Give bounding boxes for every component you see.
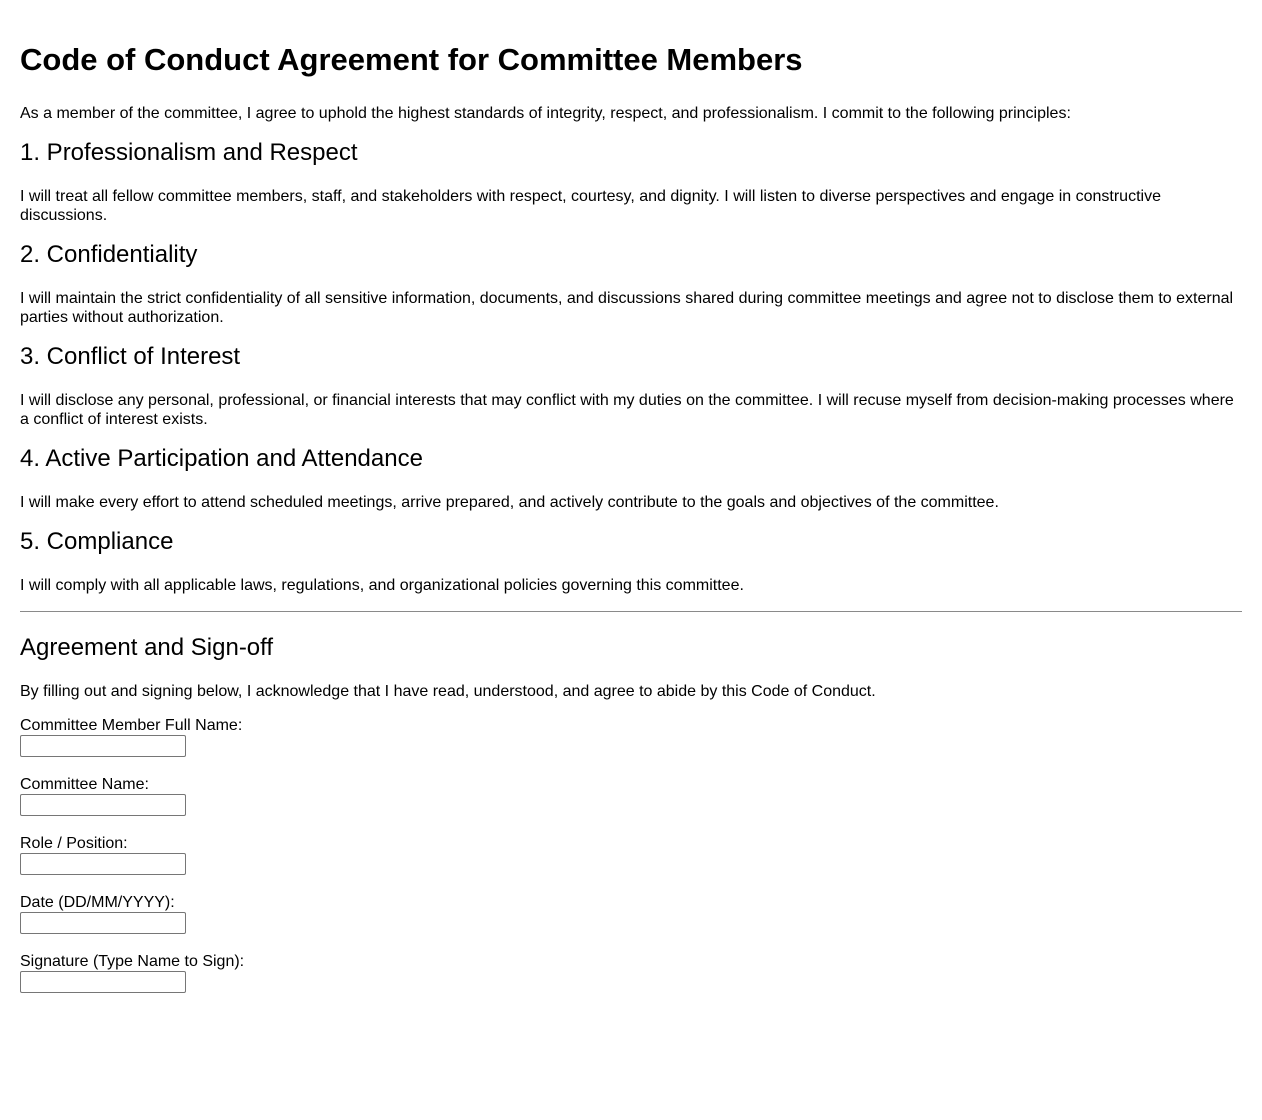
section-heading: 5. Compliance — [20, 528, 174, 555]
committee-name-label: Committee Name: — [20, 776, 149, 793]
role-input[interactable] — [20, 853, 186, 875]
full-name-label: Committee Member Full Name: — [20, 717, 243, 734]
date-input[interactable] — [20, 912, 186, 934]
section-participation — [20, 445, 1242, 512]
signoff-text: By filling out and signing below, I acknowledge that I have read, understood, and agree to abide by this Code of Conduct. — [20, 683, 876, 700]
section-heading: 2. Confidentiality — [20, 241, 198, 268]
date-label: Date (DD/MM/YYYY): — [20, 894, 175, 911]
page-title: Code of Conduct Agreement for Committee Members — [20, 42, 803, 77]
section-text: I will maintain the strict confidentiality of all sensitive information, documents, and discussions shared during committee meetings and agree not to disclose them to external parties without authorization. — [20, 290, 1234, 326]
role-field-group — [20, 835, 1242, 875]
full-name-field-group — [20, 717, 1242, 757]
section-divider — [20, 611, 1242, 612]
section-heading: 4. Active Participation and Attendance — [20, 445, 423, 472]
date-field-group — [20, 894, 1242, 934]
signature-field-group — [20, 953, 1242, 993]
signature-input[interactable] — [20, 971, 186, 993]
role-label: Role / Position: — [20, 835, 128, 852]
section-conflict-of-interest — [20, 343, 1242, 429]
section-heading: 3. Conflict of Interest — [20, 343, 241, 370]
signoff-section — [20, 634, 1242, 993]
full-name-input[interactable] — [20, 735, 186, 757]
committee-name-field-group — [20, 776, 1242, 816]
section-text: I will disclose any personal, professional, or financial interests that may conflict with my duties on the committee. I will recuse myself from decision-making processes where a conflict of interest exists. — [20, 392, 1234, 428]
signature-label: Signature (Type Name to Sign): — [20, 953, 245, 970]
section-text: I will make every effort to attend scheduled meetings, arrive prepared, and actively contribute to the goals and objectives of the committee. — [20, 494, 999, 511]
signoff-heading: Agreement and Sign-off — [20, 634, 274, 661]
section-confidentiality — [20, 241, 1242, 327]
intro-text: As a member of the committee, I agree to uphold the highest standards of integrity, respect, and professionalism. I commit to the following principles: — [20, 105, 1071, 122]
section-text: I will treat all fellow committee members, staff, and stakeholders with respect, courtesy, and dignity. I will listen to diverse perspectives and engage in constructive discussions. — [20, 188, 1161, 224]
section-text: I will comply with all applicable laws, regulations, and organizational policies governing this committee. — [20, 577, 744, 594]
committee-name-input[interactable] — [20, 794, 186, 816]
section-professionalism — [20, 139, 1242, 225]
section-compliance — [20, 528, 1242, 595]
section-heading: 1. Professionalism and Respect — [20, 139, 358, 166]
